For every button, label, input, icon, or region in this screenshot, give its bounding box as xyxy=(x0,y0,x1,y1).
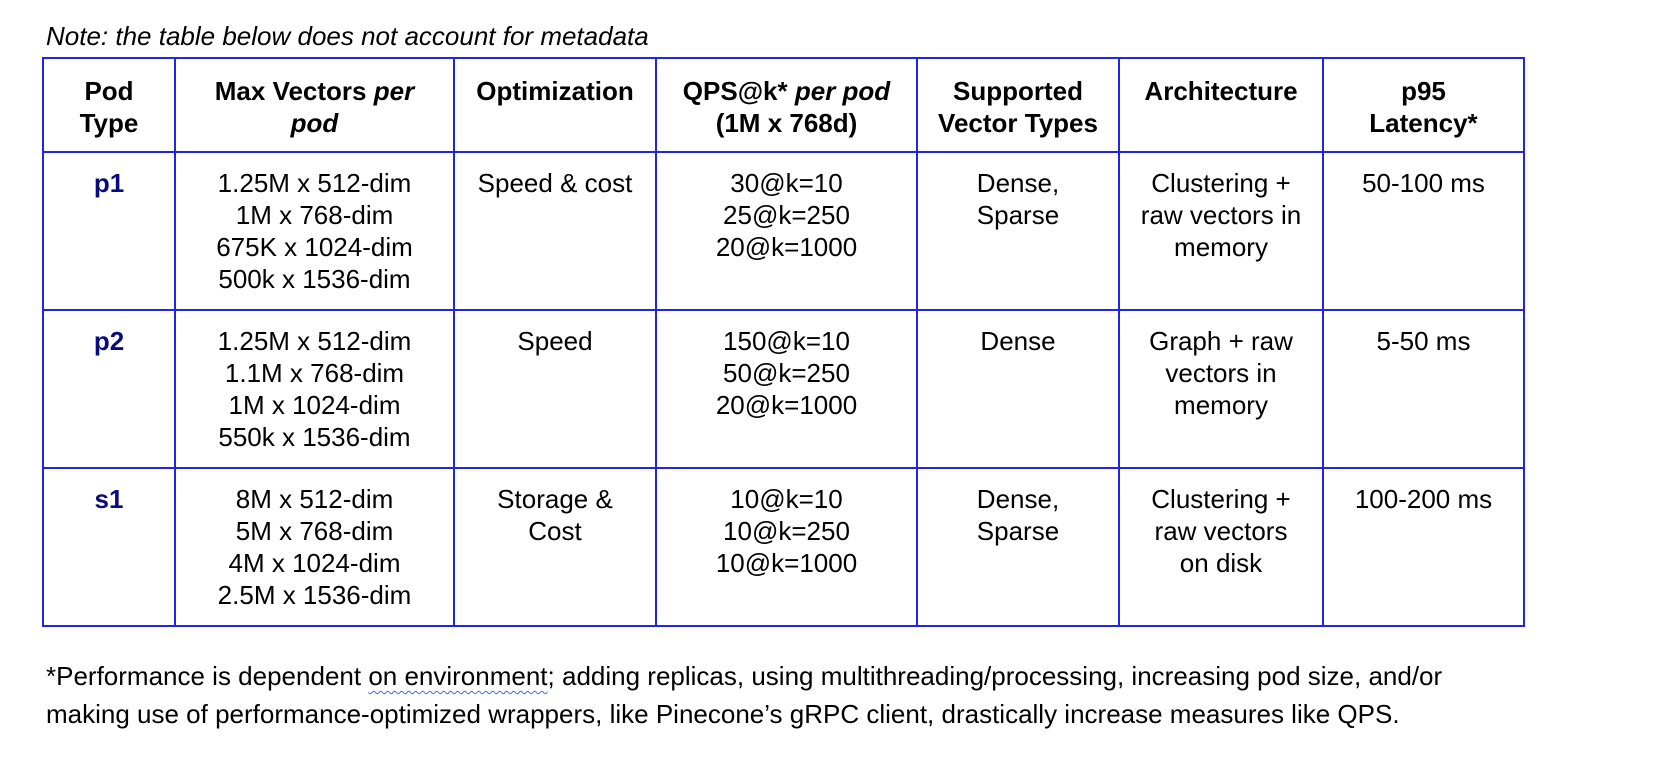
header-pod-type: Pod Type xyxy=(43,58,175,152)
footnote-text: *Performance is dependent xyxy=(46,661,369,691)
architecture-cell: Graph + raw vectors in memory xyxy=(1119,310,1323,468)
max-vectors-cell: 8M x 512-dim 5M x 768-dim 4M x 1024-dim 2.5M x 1536-dim xyxy=(175,468,454,626)
table-row xyxy=(43,468,1524,626)
spellcheck-flagged-text[interactable]: on environment xyxy=(368,661,548,691)
performance-footnote xyxy=(46,657,1606,733)
header-architecture: Architecture xyxy=(1119,58,1323,152)
qps-cell: 10@k=10 10@k=250 10@k=1000 xyxy=(656,468,917,626)
table-row xyxy=(43,310,1524,468)
qps-cell: 150@k=10 50@k=250 20@k=1000 xyxy=(656,310,917,468)
architecture-cell: Clustering + raw vectors on disk xyxy=(1119,468,1323,626)
pod-type-cell: p2 xyxy=(43,310,175,468)
header-max-vectors: Max Vectors per pod xyxy=(175,58,454,152)
max-vectors-cell: 1.25M x 512-dim 1.1M x 768-dim 1M x 1024-dim 550k x 1536-dim xyxy=(175,310,454,468)
pod-type-cell: s1 xyxy=(43,468,175,626)
table-note: Note: the table below does not account for metadata xyxy=(46,21,649,51)
latency-cell: 50-100 ms xyxy=(1323,152,1524,310)
latency-cell: 5-50 ms xyxy=(1323,310,1524,468)
header-row xyxy=(43,58,1524,152)
vector-types-cell: Dense xyxy=(917,310,1119,468)
table-row xyxy=(43,152,1524,310)
pod-comparison-table xyxy=(42,57,1525,627)
vector-types-cell: Dense, Sparse xyxy=(917,152,1119,310)
architecture-cell: Clustering + raw vectors in memory xyxy=(1119,152,1323,310)
max-vectors-cell: 1.25M x 512-dim 1M x 768-dim 675K x 1024-dim 500k x 1536-dim xyxy=(175,152,454,310)
footnote-text: making use of performance-optimized wrappers, like Pinecone’s gRPC client, drastically increase measures like QPS. xyxy=(46,699,1400,729)
vector-types-cell: Dense, Sparse xyxy=(917,468,1119,626)
optimization-cell: Speed xyxy=(454,310,656,468)
latency-cell: 100-200 ms xyxy=(1323,468,1524,626)
header-optimization: Optimization xyxy=(454,58,656,152)
optimization-cell: Storage & Cost xyxy=(454,468,656,626)
header-latency: p95 Latency* xyxy=(1323,58,1524,152)
pod-type-cell: p1 xyxy=(43,152,175,310)
qps-cell: 30@k=10 25@k=250 20@k=1000 xyxy=(656,152,917,310)
header-vector-types: Supported Vector Types xyxy=(917,58,1119,152)
footnote-text: ; adding replicas, using multithreading/processing, increasing pod size, and/or xyxy=(547,661,1443,691)
optimization-cell: Speed & cost xyxy=(454,152,656,310)
header-qps: QPS@k* per pod (1M x 768d) xyxy=(656,58,917,152)
